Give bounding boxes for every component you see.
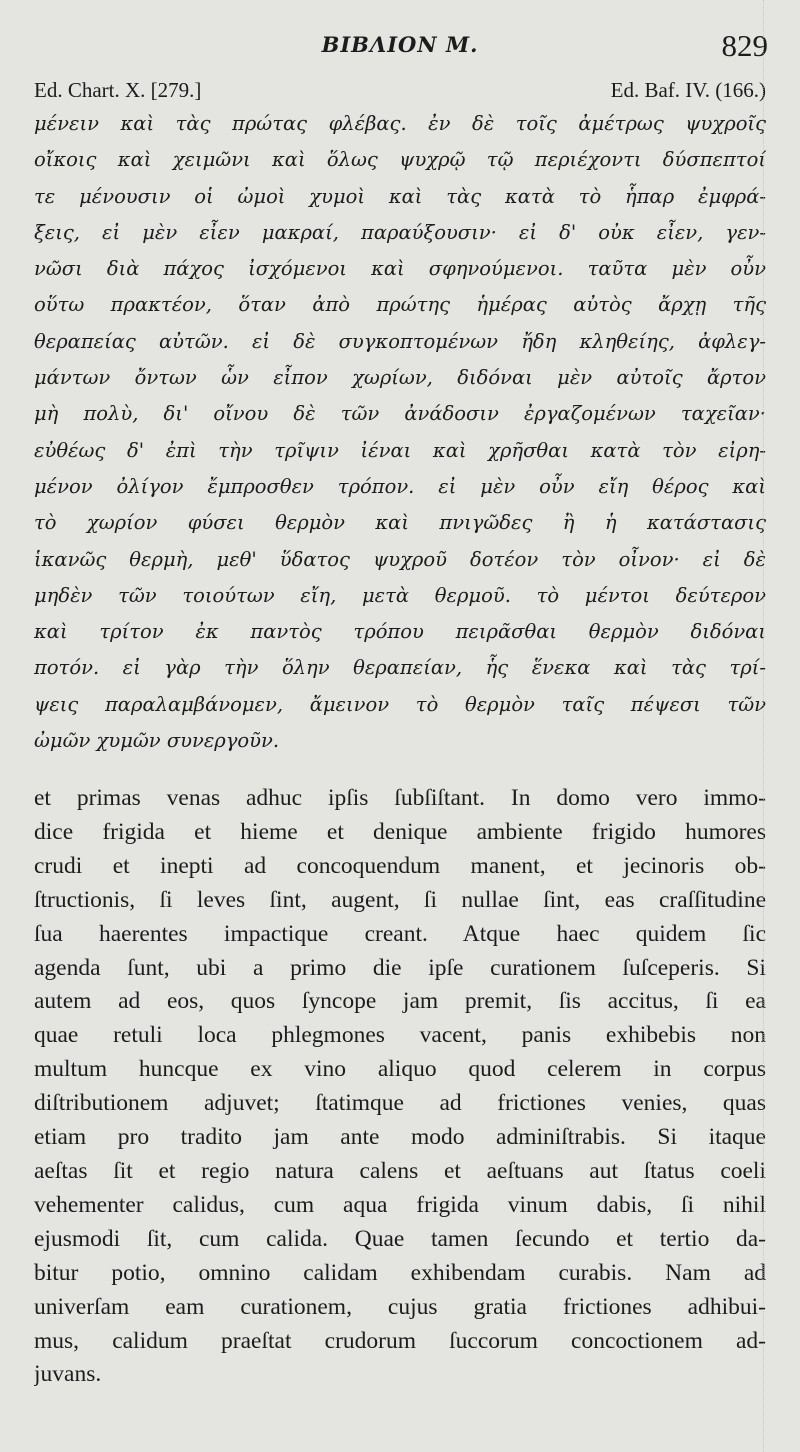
book-title: BIBΛION M.	[321, 32, 479, 57]
edition-chartier-ref: Ed. Chart. X. [279.]	[34, 78, 202, 102]
latin-text-line: ejusmodi ſit, cum calida. Quae tamen ſecundo et tertio da-	[34, 1225, 766, 1252]
latin-text-line: diſtributionem adjuvet; ſtatimque ad frictiones venies, quas	[34, 1090, 766, 1117]
page-number: 829	[721, 28, 768, 63]
running-head	[0, 28, 800, 68]
greek-text-block	[34, 106, 766, 759]
greek-text-line: νῶσι διὰ πάχος ἰσχόμενοι καὶ σφηνούμενοι. ταῦτα μὲν οὖν	[34, 257, 766, 281]
latin-text-line: dice frigida et hieme et denique ambiente frigido humores	[34, 818, 766, 845]
greek-text-line: μάντων ὄντων ὧν εἶπον χωρίων, διδόναι μὲν αὐτοῖς ἄρτον	[34, 366, 766, 390]
greek-text-line: ψεις παραλαμβάνομεν, ἄμεινον τὸ θερμὸν ταῖς πέψεσι τῶν	[34, 692, 766, 716]
latin-text-line: quae retuli loca phlegmones vacent, panis exhibebis non	[34, 1022, 766, 1049]
latin-text-line: multum huncque ex vino aliquo quod celerem in corpus	[34, 1056, 766, 1083]
latin-text-line: ſua haerentes impactique creant. Atque haec quidem ſic	[34, 920, 766, 947]
latin-text-line: mus, calidum praeſtat crudorum ſuccorum concoctionem ad-	[34, 1327, 766, 1354]
greek-text-line: οἴκοις καὶ χειμῶνι καὶ ὅλως ψυχρῷ τῷ περιέχοντι δύσπεπτοί	[34, 148, 766, 172]
greek-text-line: μένον ὀλίγον ἔμπροσθεν τρόπον. εἰ μὲν οὖν εἴη θέρος καὶ	[34, 474, 766, 498]
latin-text-line: univerſam eam curationem, cujus gratia frictiones adhibui-	[34, 1293, 766, 1320]
edition-references	[34, 78, 766, 104]
greek-text-line: οὕτω πρακτέον, ὅταν ἀπὸ πρώτης ἡμέρας αὐτὸς ἄρχῃ τῆς	[34, 293, 766, 317]
latin-translation-block	[34, 782, 766, 1392]
greek-text-line: ἱκανῶς θερμὴ, μεθ' ὕδατος ψυχροῦ δοτέον τὸν οἶνον· εἰ δὲ	[34, 547, 766, 571]
latin-text-line: crudi et inepti ad concoquendum manent, et jecinoris ob-	[34, 852, 766, 879]
greek-text-line: εὐθέως δ' ἐπὶ τὴν τρῖψιν ἰέναι καὶ χρῆσθαι κατὰ τὸν εἰρη-	[34, 438, 766, 462]
greek-text-line: ξεις, εἰ μὲν εἶεν μακραί, παραύξουσιν· εἰ δ' οὐκ εἶεν, γεν-	[34, 220, 766, 244]
greek-text-line: μένειν καὶ τὰς πρώτας φλέβας. ἐν δὲ τοῖς ἀμέτρως ψυχροῖς	[34, 112, 766, 135]
latin-text-line: ſtructionis, ſi leves ſint, augent, ſi nullae ſint, eas craſſitudine	[34, 886, 766, 913]
latin-text-line: et primas venas adhuc ipſis ſubſiſtant. In domo vero immo-	[34, 785, 766, 811]
page-edge-shadow	[762, 0, 764, 1452]
greek-text-line: μηδὲν τῶν τοιούτων εἴη, μετὰ θερμοῦ. τὸ μέντοι δεύτερον	[34, 583, 766, 607]
latin-text-line: juvans.	[34, 1361, 102, 1388]
latin-text-line: bitur potio, omnino calidam exhibendam curabis. Nam ad	[34, 1259, 766, 1286]
greek-text-line: ποτόν. εἰ γὰρ τὴν ὅλην θεραπείαν, ἧς ἕνεκα καὶ τὰς τρί-	[34, 656, 766, 680]
latin-text-line: aeſtas ſit et regio natura calens et aeſtuans aut ſtatus coeli	[34, 1157, 766, 1184]
latin-text-line: etiam pro tradito jam ante modo adminiſtrabis. Si itaque	[34, 1124, 766, 1151]
greek-text-line: μὴ πολὺ, δι' οἴνου δὲ τῶν ἀνάδοσιν ἐργαζομένων ταχεῖαν·	[34, 402, 766, 426]
greek-text-line: καὶ τρίτον ἐκ παντὸς τρόπου πειρᾶσθαι θερμὸν διδόναι	[34, 620, 766, 644]
latin-text-line: vehementer calidus, cum aqua frigida vinum dabis, ſi nihil	[34, 1191, 766, 1218]
greek-text-line: θεραπείας αὐτῶν. εἰ δὲ συγκοπτομένων ἤδη κληθείης, ἀφλεγ-	[34, 329, 766, 353]
greek-text-line: τε μένουσιν οἱ ὠμοὶ χυμοὶ καὶ τὰς κατὰ τὸ ἧπαρ ἐμφρά-	[34, 184, 766, 208]
greek-text-line: τὸ χωρίον φύσει θερμὸν καὶ πνιγῶδες ἢ ἡ κατάστασις	[34, 511, 766, 535]
edition-basel-ref: Ed. Baf. IV. (166.)	[610, 78, 766, 102]
latin-text-line: agenda ſunt, ubi a primo die ipſe curationem ſuſceperis. Si	[34, 954, 766, 981]
latin-text-line: autem ad eos, quos ſyncope jam premit, ſis accitus, ſi ea	[34, 988, 766, 1015]
greek-text-line: ὠμῶν χυμῶν συνεργοῦν.	[34, 729, 280, 753]
